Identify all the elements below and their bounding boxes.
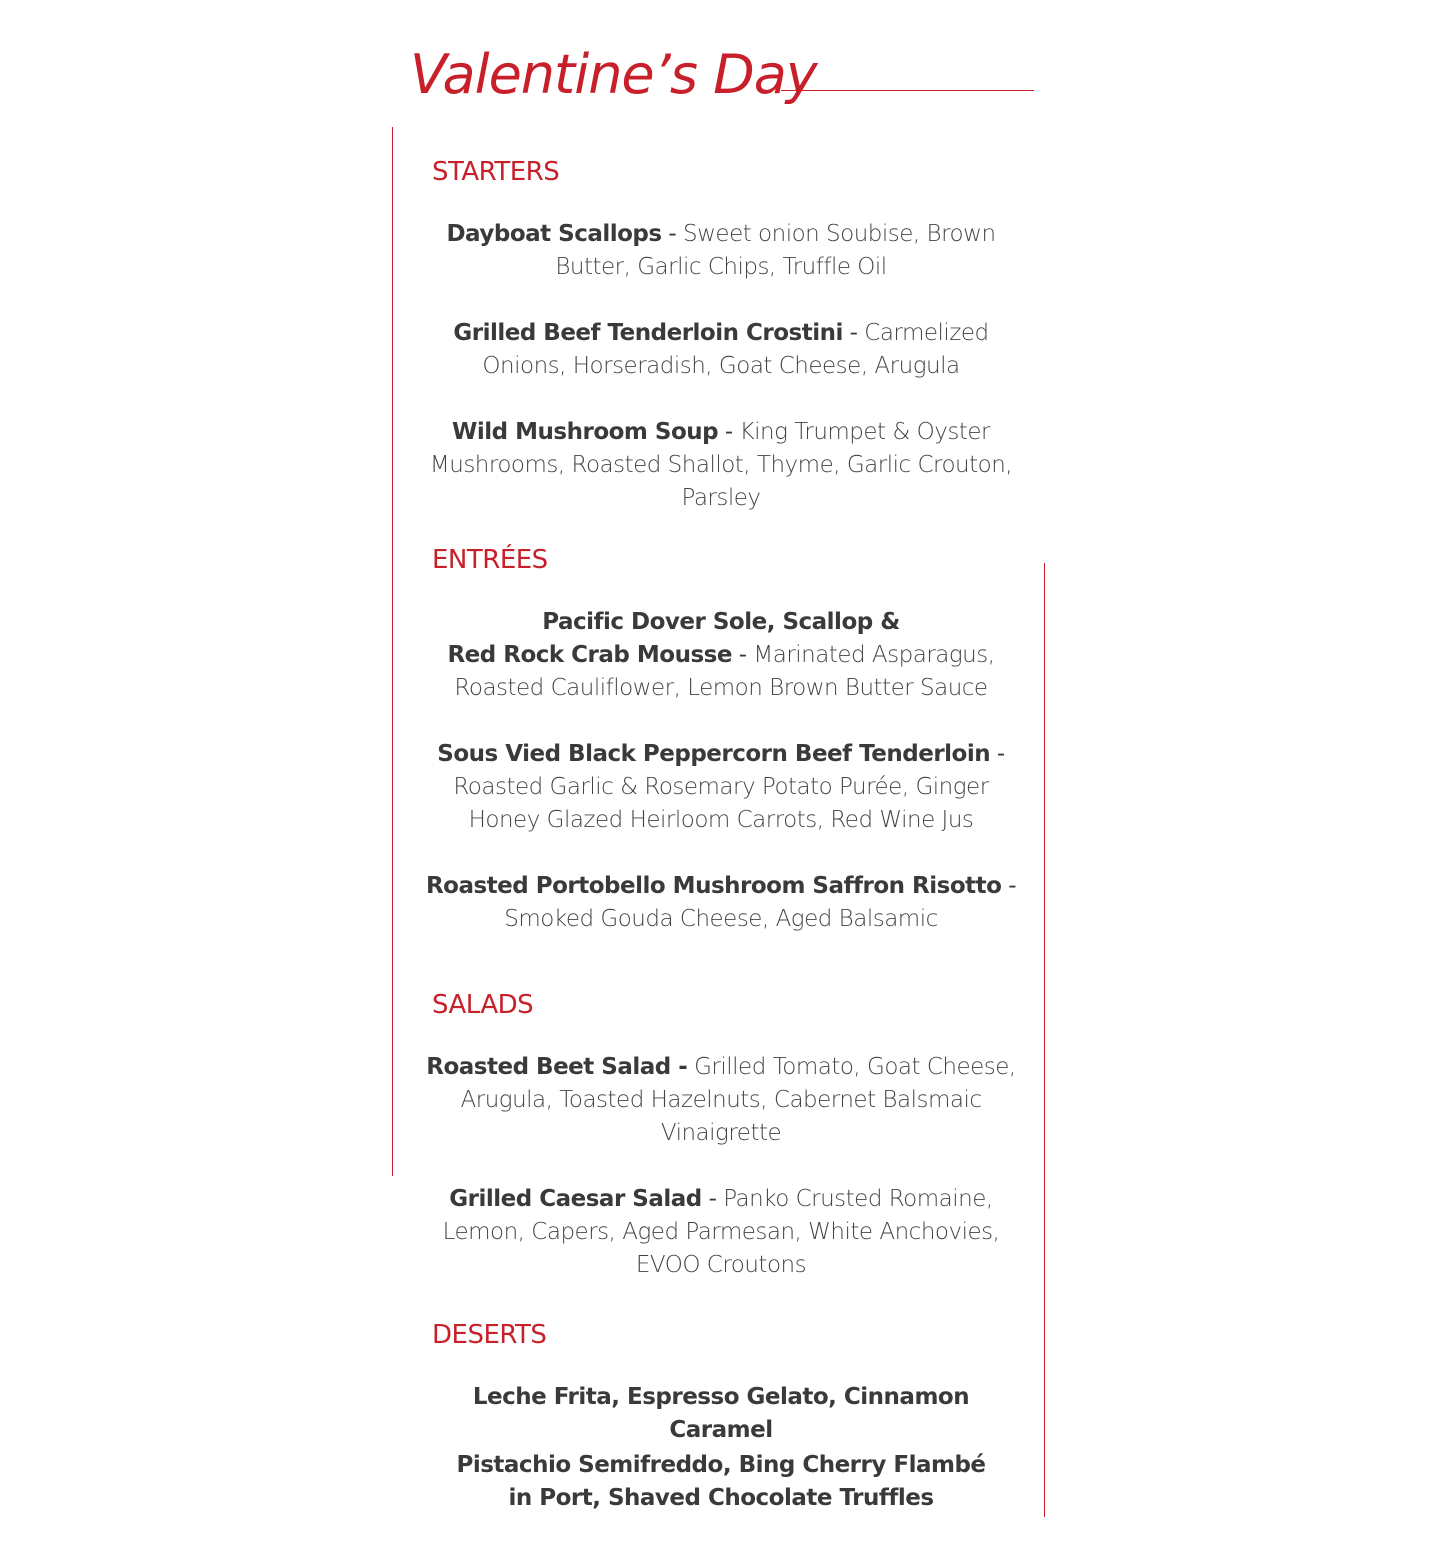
menu-item-dover-sole	[421, 606, 1021, 705]
menu-item-leche-frita	[421, 1381, 1021, 1447]
item-separator: -	[842, 320, 865, 346]
menu-item-beef-tenderloin	[421, 738, 1021, 837]
item-name: Roasted Portobello Mushroom Saffron Risotto	[425, 873, 1002, 899]
item-name: Dayboat Scallops	[446, 221, 662, 247]
item-description: Marinated Asparagus, Roasted Cauliflower, Lemon Brown Butter Sauce	[454, 642, 995, 701]
item-separator: -	[731, 642, 754, 668]
item-name: Pistachio Semifreddo, Bing Cherry Flambé in Port, Shaved Chocolate Truffles	[456, 1452, 986, 1511]
item-name-line1: Pacific Dover Sole, Scallop &	[542, 609, 900, 635]
item-description: Sweet onion Soubise, Brown Butter, Garlic Chips, Truffle Oil	[555, 221, 996, 280]
left-accent-line	[392, 127, 393, 1176]
item-description: Panko Crusted Romaine, Lemon, Capers, Aged Parmesan, White Anchovies, EVOO Croutons	[442, 1186, 1000, 1278]
item-separator: -	[661, 221, 684, 247]
menu-item-roasted-beet-salad	[421, 1051, 1021, 1150]
menu-title: Valentine’s Day	[410, 43, 817, 106]
item-description: King Trumpet & Oyster Mushrooms, Roasted Shallot, Thyme, Garlic Crouton, Parsley	[429, 419, 1013, 511]
right-accent-line	[1044, 563, 1045, 1517]
menu-item-grilled-caesar-salad	[421, 1183, 1021, 1282]
title-underline	[781, 90, 1034, 91]
menu-item-portobello-risotto	[421, 870, 1021, 936]
item-separator: -	[718, 419, 740, 445]
item-name: Wild Mushroom Soup	[452, 419, 719, 445]
item-separator: -	[1001, 873, 1017, 899]
item-description: Roasted Garlic & Rosemary Potato Purée, Ginger Honey Glazed Heirloom Carrots, Red Wine Jus	[453, 774, 989, 833]
menu-item-beef-tenderloin-crostini	[421, 317, 1021, 383]
item-name: Leche Frita, Espresso Gelato, Cinnamon Caramel	[472, 1384, 970, 1443]
item-name: Grilled Caesar Salad	[449, 1186, 702, 1212]
section-heading-deserts: DESERTS	[432, 1320, 547, 1350]
menu-item-wild-mushroom-soup	[421, 416, 1021, 515]
item-name: Red Rock Crab Mousse	[447, 642, 732, 668]
item-name: Roasted Beet Salad -	[426, 1054, 688, 1080]
section-heading-salads: SALADS	[432, 990, 534, 1020]
menu-item-pistachio-semifreddo	[451, 1449, 991, 1515]
item-name: Grilled Beef Tenderloin Crostini	[453, 320, 843, 346]
section-heading-starters: STARTERS	[432, 157, 560, 187]
section-heading-entrees: ENTRÉES	[432, 545, 548, 575]
item-description: Smoked Gouda Cheese, Aged Balsamic	[504, 906, 938, 932]
item-description: Carmelized Onions, Horseradish, Goat Cheese, Arugula	[482, 320, 989, 379]
item-separator: -	[701, 1186, 724, 1212]
menu-item-dayboat-scallops	[421, 218, 1021, 284]
item-separator: -	[990, 741, 1005, 767]
item-name: Sous Vied Black Peppercorn Beef Tenderloin	[437, 741, 991, 767]
item-description: Grilled Tomato, Goat Cheese, Arugula, Toasted Hazelnuts, Cabernet Balsmaic Vinaigrette	[460, 1054, 1016, 1146]
